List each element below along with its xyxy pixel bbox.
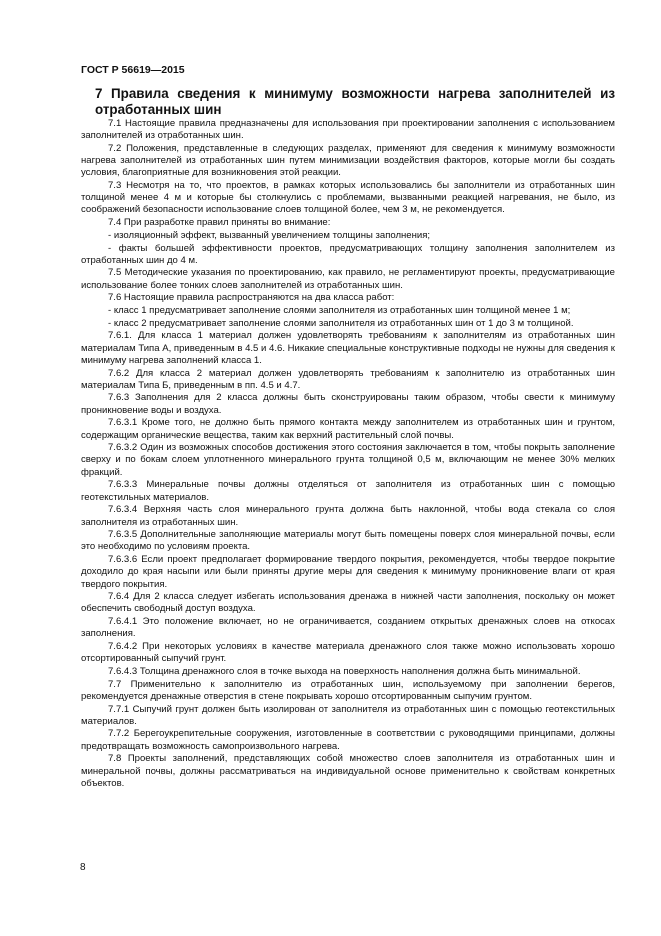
- paragraph: 7.1 Настоящие правила предназначены для использования при проектировании заполнения с использованием заполнителей из отработанных шин.: [81, 118, 615, 142]
- paragraph: 7.6 Настоящие правила распространяются на два класса работ:: [108, 292, 395, 304]
- paragraph: 7.3 Несмотря на то, что проектов, в рамках которых использовались бы заполнители из отработанных шин толщиной менее 4 м и которые бы столкнулись с проблемами, вызванными реакцией нагревания, не было, из соображений безопасности использование слоев толщиной более, чем 3 м, не рекомендуется.: [81, 180, 615, 216]
- paragraph: 7.6.3.6 Если проект предполагает формирование твердого покрытия, рекомендуется, чтобы твердое покрытие доходило до края насыпи или были приняты другие меры для сведения к минимуму проникновение влаги от края твердого покрытия.: [81, 554, 615, 590]
- paragraph: 7.6.3.1 Кроме того, не должно быть прямого контакта между заполнителем из отработанных шин и грунтом, содержащим органические вещества, таким как верхний растительный слой почвы.: [81, 417, 615, 441]
- paragraph: 7.6.3.5 Дополнительные заполняющие материалы могут быть помещены поверх слоя минеральной почвы, если это необходимо по условиям проекта.: [81, 529, 615, 553]
- page-number: 8: [80, 862, 86, 873]
- section-title: 7 Правила сведения к минимуму возможности нагрева заполнителей из отработанных шин: [95, 86, 615, 117]
- paragraph: 7.6.4.3 Толщина дренажного слоя в точке выхода на поверхность наполнения должна быть минимальной.: [108, 665, 581, 677]
- page-content: [81, 86, 615, 790]
- paragraph: 7.6.3 Заполнения для 2 класса должны быть сконструированы таким образом, чтобы свести к минимуму проникновение воды и воздуха.: [81, 392, 615, 416]
- paragraph: 7.6.4 Для 2 класса следует избегать использования дренажа в нижней части заполнения, поскольку он может обеспечить свободный доступ воздуха.: [81, 591, 615, 615]
- paragraph: 7.6.3.3 Минеральные почвы должны отделяться от заполнителя из отработанных шин с помощью геотекстильных материалов.: [81, 479, 615, 503]
- paragraph: - класс 2 предусматривает заполнение слоями заполнителя из отработанных шин от 1 до 3 м толщиной.: [108, 317, 574, 329]
- paragraph: 7.6.3.4 Верхняя часть слоя минерального грунта должна быть наклонной, чтобы вода стекала со слоя заполнителя из отработанных шин.: [81, 504, 615, 528]
- paragraph: 7.4 При разработке правил приняты во внимание:: [108, 217, 331, 229]
- paragraph: 7.6.3.2 Один из возможных способов достижения этого состояния заключается в том, чтобы покрыть заполнение сверху и по бокам слоем уплотненного минерального грунта толщиной 0,5 м, включающим не менее 30% мелких фракций.: [81, 442, 615, 478]
- paragraph: 7.7 Применительно к заполнителю из отработанных шин, используемому при заполнении берегов, рекомендуется дренажные отверстия в стене покрывать хорошо отсортированным сыпучим грунтом.: [81, 678, 615, 702]
- paragraph: - факты большей эффективности проектов, предусматривающих толщину заполнения заполнителем из отработанных шин до 4 м.: [81, 242, 615, 266]
- paragraph: - класс 1 предусматривает заполнение слоями заполнителя из отработанных шин толщиной менее 1 м;: [108, 305, 571, 317]
- paragraph: 7.6.1. Для класса 1 материал должен удовлетворять требованиям к заполнителям из отработанных шин материалам Типа А, приведенным в 4.5 и 4.6. Никакие специальные конструктивные подходы не нужны для сведения к минимуму нагрева заполнений класса 1.: [81, 330, 615, 366]
- paragraph: 7.6.2 Для класса 2 материал должен удовлетворять требованиям к заполнителю из отработанных шин материалам Типа Б, приведенным в пп. 4.5 и 4.7.: [81, 367, 615, 391]
- document-header: ГОСТ Р 56619—2015: [81, 64, 185, 76]
- paragraph: 7.8 Проекты заполнений, представляющих собой множество слоев заполнителя из отработанных шин и минеральной почвы, должны рассматриваться на индивидуальной основе применительно к свойствам конкретных объектов.: [81, 753, 615, 789]
- paragraph: 7.6.4.2 При некоторых условиях в качестве материала дренажного слоя также можно использовать хорошо отсортированный сыпучий грунт.: [81, 641, 615, 665]
- paragraph: 7.6.4.1 Это положение включает, но не ограничивается, созданием открытых дренажных слоев на откосах заполнения.: [81, 616, 615, 640]
- paragraph: 7.5 Методические указания по проектированию, как правило, не регламентируют проекты, предусматривающие использование более тонких слоев заполнителей из отработанных шин.: [81, 267, 615, 291]
- paragraph: 7.2 Положения, представленные в следующих разделах, применяют для сведения к минимуму возможности нагрева заполнителей из отработанных шин путем минимизации воздействия факторов, которые могли бы создать условия, благоприятные для возникновения этой реакции.: [81, 142, 615, 179]
- paragraph-list: [81, 118, 615, 790]
- paragraph: - изоляционный эффект, вызванный увеличением толщины заполнения;: [108, 229, 431, 241]
- paragraph: 7.7.1 Сыпучий грунт должен быть изолирован от заполнителя из отработанных шин с помощью геотекстильных материалов.: [81, 703, 615, 727]
- paragraph: 7.7.2 Берегоукрепительные сооружения, изготовленные в соответствии с руководящими принципами, должны предотвращать возможность самопроизвольного нагрева.: [81, 728, 615, 752]
